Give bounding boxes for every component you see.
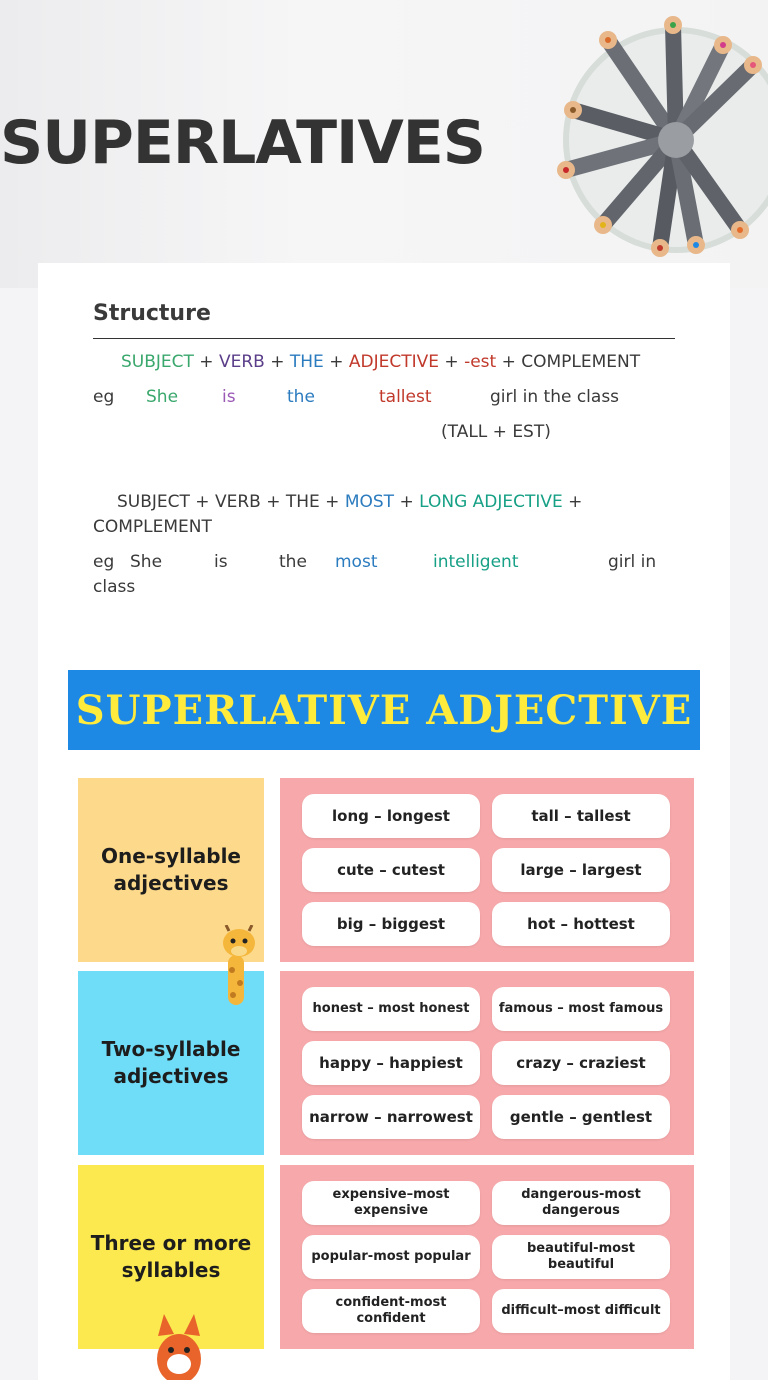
rule-suffix: -est: [464, 352, 497, 372]
examples-panel: [280, 778, 694, 962]
example-label: eg: [93, 387, 115, 407]
example-complement-cont: class: [93, 577, 136, 597]
divider: [93, 338, 675, 339]
adjective-pair: crazy – craziest: [492, 1041, 670, 1085]
category-label: One-syllable adjectives: [78, 778, 264, 962]
adjective-pair: hot – hottest: [492, 902, 670, 946]
example-complement: girl in the class: [490, 387, 620, 407]
rule-the: THE: [289, 352, 324, 372]
adjective-pair: beautiful-most beautiful: [492, 1235, 670, 1279]
example-subject: She: [130, 552, 163, 572]
rule-long-adjective: LONG ADJECTIVE: [419, 492, 563, 512]
example-label: eg: [93, 552, 115, 572]
page-title: SUPERLATIVES: [0, 108, 485, 178]
adjective-pair: gentle – gentlest: [492, 1095, 670, 1139]
adjective-pair: dangerous-most dangerous: [492, 1181, 670, 1225]
example-complement: girl in: [608, 552, 657, 572]
pencil-cup-image: [548, 0, 768, 288]
adjective-pair: famous – most famous: [492, 987, 670, 1031]
adjective-pair: cute – cutest: [302, 848, 480, 892]
rule-two: SUBJECT + VERB + THE + MOST + LONG ADJECTIVE +: [117, 492, 583, 512]
adjective-pair: honest – most honest: [302, 987, 480, 1031]
rule-most: MOST: [344, 492, 395, 512]
adjective-pair: popular-most popular: [302, 1235, 480, 1279]
example-subject: She: [146, 387, 179, 407]
infographic-title: SUPERLATIVE ADJECTIVE: [68, 670, 700, 750]
adjective-pair: big – biggest: [302, 902, 480, 946]
rule-complement: COMPLEMENT: [521, 352, 641, 372]
example-most: most: [335, 552, 378, 572]
adjective-pair: happy – happiest: [302, 1041, 480, 1085]
example-verb: is: [222, 387, 236, 407]
rule-subject: SUBJECT: [121, 352, 194, 372]
adjective-pair: narrow – narrowest: [302, 1095, 480, 1139]
category-label: Two-syllable adjectives: [78, 971, 264, 1155]
examples-panel: [280, 971, 694, 1155]
rule-verb: VERB: [218, 352, 265, 372]
example-note: (TALL + EST): [441, 422, 551, 442]
adjective-pair: tall – tallest: [492, 794, 670, 838]
category-label: Three or more syllables: [78, 1165, 264, 1349]
example-article: the: [279, 552, 307, 572]
rule-two-complement: COMPLEMENT: [93, 517, 212, 537]
example-verb: is: [214, 552, 228, 572]
adjective-pair: expensive–most expensive: [302, 1181, 480, 1225]
adjective-pair: difficult–most difficult: [492, 1289, 670, 1333]
content-card: [38, 263, 730, 1380]
giraffe-icon: [214, 925, 264, 1015]
adjective-pair: confident-most confident: [302, 1289, 480, 1333]
rule-one: SUBJECT + VERB + THE + ADJECTIVE + -est + COMPLEMENT: [121, 352, 641, 372]
fox-icon: [144, 1314, 214, 1380]
section-heading: Structure: [93, 301, 211, 326]
example-article: the: [287, 387, 315, 407]
adjective-pair: large – largest: [492, 848, 670, 892]
superlative-infographic: [68, 670, 700, 1380]
rule-adjective: ADJECTIVE: [348, 352, 439, 372]
header-banner: [0, 0, 768, 288]
adjective-pair: long – longest: [302, 794, 480, 838]
example-adjective: intelligent: [433, 552, 519, 572]
example-superlative: tallest: [379, 387, 432, 407]
examples-panel: [280, 1165, 694, 1349]
